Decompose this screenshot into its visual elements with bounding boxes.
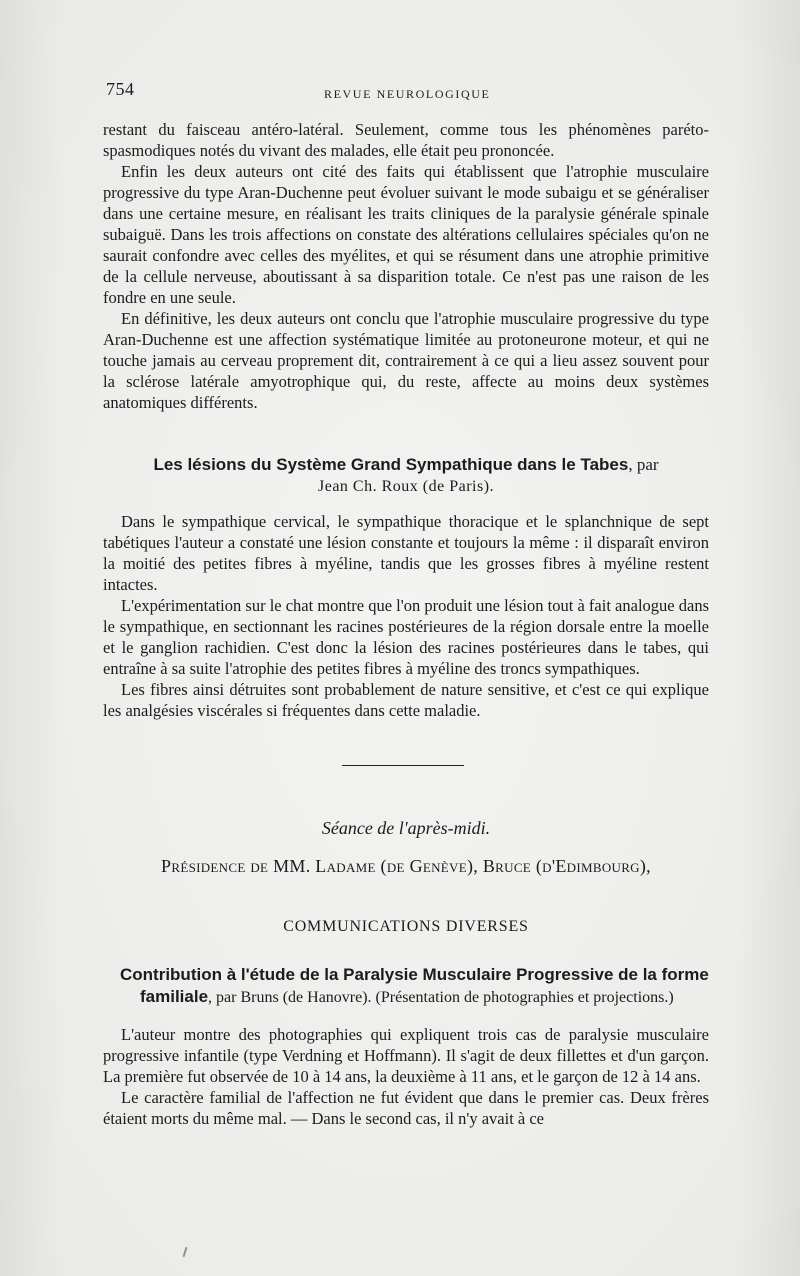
paragraph: Enfin les deux auteurs ont cité des faits qui établissent que l'atrophie musculaire progressive du type Aran-Duchenne peut évoluer suivant le mode subaigu et se généraliser dans une certaine mesure, en réalisant les traits cliniques de la paralysie générale spinale subaiguë. Dans les trois affections on constate des altérations cellulaires spéciales qu'on ne saurait confondre avec celles des myélites, et qui se résument dans une atrophie primitive de la cellule nerveuse, aboutissant à sa disparition totale. Ce n'est pas une raison de les fondre en une seule.: [103, 162, 709, 307]
article-title: Contribution à l'étude de la Paralysie Musculaire Progressive de la forme familiale: [120, 965, 709, 1006]
article-heading-tabes: [103, 454, 709, 498]
article-body-tabes: [103, 511, 709, 721]
article-continuation: [103, 119, 709, 413]
paragraph: Les fibres ainsi détruites sont probablement de nature sensitive, et c'est ce qui explique les analgésies viscérales si fréquentes dans cette maladie.: [103, 680, 709, 720]
page-number: 754: [106, 79, 135, 99]
paragraph: L'auteur montre des photographies qui expliquent trois cas de paralysie musculaire progressive infantile (type Verdning et Hoffmann). Il s'agit de deux fillettes et d'un garçon. La première fut observée de 10 à 14 ans, la deuxième à 11 ans, et le garçon de 12 à 14 ans.: [103, 1025, 709, 1086]
article-body-paralysie: [103, 1024, 709, 1129]
ink-mark: [183, 1247, 188, 1257]
article-author: Jean Ch. Roux (de Paris).: [317, 478, 495, 495]
paragraph: L'expérimentation sur le chat montre que l'on produit une lésion tout à fait analogue dans le sympathique, en sectionnant les racines postérieures de la région dorsale entre la moelle et le ganglion rachidien. C'est donc la lésion des racines postérieures dans le tabes, qui entraîne à sa suite l'atrophie des petites fibres à myéline des troncs sympathiques.: [103, 596, 709, 678]
paragraph: restant du faisceau antéro-latéral. Seulement, comme tous les phénomènes paréto-spasmodiques notés du vivant des malades, elle était peu prononcée.: [103, 120, 709, 160]
article-byline: , par Bruns (de Hanovre). (Présentation de photographies et projections.): [208, 989, 674, 1006]
article-title-suffix: , par: [628, 455, 659, 474]
section-divider: [342, 765, 464, 766]
running-title: REVUE NEUROLOGIQUE: [324, 87, 491, 101]
session-title: Séance de l'après-midi.: [321, 818, 491, 838]
section-title: COMMUNICATIONS DIVERSES: [283, 918, 529, 935]
presidency-line: Présidence de MM. Ladame (de Genève), Bruce (d'Edimbourg),: [161, 856, 651, 876]
page-header: [106, 79, 706, 103]
article-heading-paralysie: [120, 964, 728, 1009]
article-title: Les lésions du Système Grand Sympathique dans le Tabes: [153, 455, 629, 474]
paragraph: Dans le sympathique cervical, le sympathique thoracique et le splanchnique de sept tabétiques l'auteur a constaté une lésion constante et toujours la même : il disparaît environ la moitié des petites fibres à myéline, tandis que les grosses fibres à myéline restent intactes.: [103, 512, 709, 594]
paragraph: Le caractère familial de l'affection ne fut évident que dans le premier cas. Deux frères étaient morts du même mal. — Dans le second cas, il n'y avait à ce: [103, 1088, 709, 1128]
paragraph: En définitive, les deux auteurs ont conclu que l'atrophie musculaire progressive du type Aran-Duchenne est une affection systématique limitée au protoneurone moteur, et qui ne touche jamais au cerveau proprement dit, contrairement à ce qui a lieu assez souvent pour la sclérose latérale amyotrophique qui, du reste, affecte au moins deux systèmes anatomiques différents.: [103, 309, 709, 412]
